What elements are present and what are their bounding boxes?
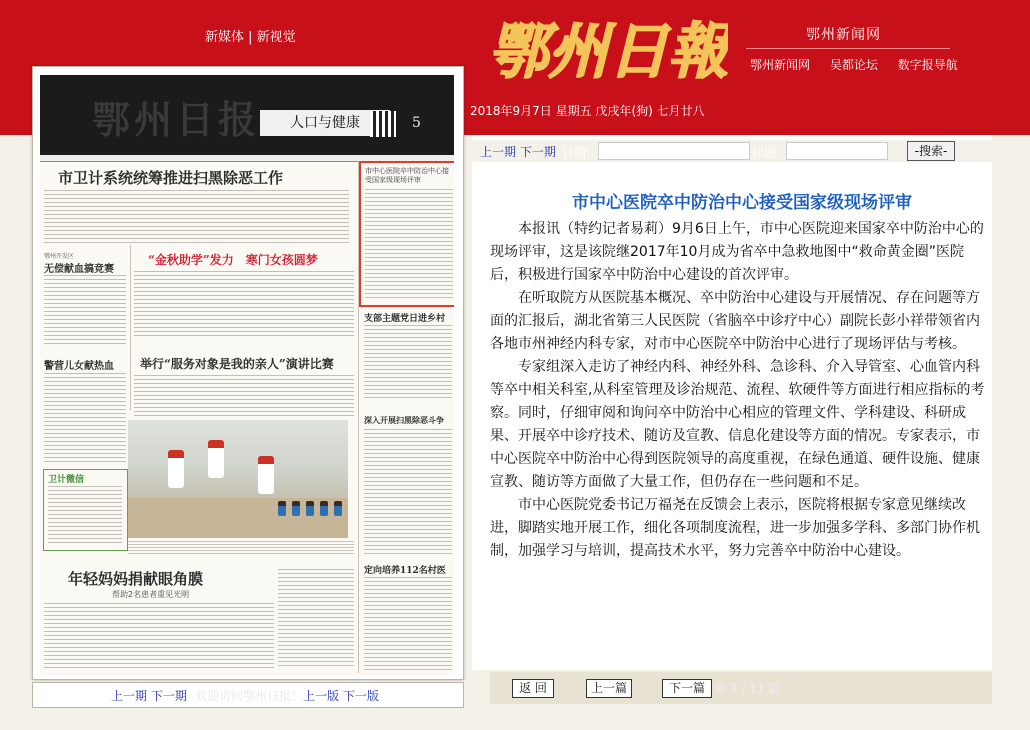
photo-figure (208, 440, 224, 478)
photo-caption (128, 541, 354, 555)
article-count: 第 7 / 11 篇 (714, 682, 781, 696)
article-block-dingcheng (364, 577, 452, 671)
photo-child (292, 501, 300, 516)
article-block-bottom (278, 569, 354, 669)
photo-figure (258, 456, 274, 494)
masthead-logo: 鄂州日报 (92, 97, 261, 142)
headline-dingcheng[interactable]: 定向培养112名村医 (364, 566, 446, 576)
article-footer (490, 672, 992, 704)
photo-child (306, 501, 314, 516)
article-block-zhibu (364, 325, 452, 401)
subheadline-mother: 帮助2名患者重见光明 (112, 590, 190, 599)
article-paragraph: 市中心医院党委书记万福尧在反馈会上表示，医院将根据专家意见继续改进，脚踏实地开展工作，细化各项制度流程，进一步加强多学科、多部门协作机制，加强学习与培训，提高技术水平，努力完善卒中防治中心建设。 (490, 497, 980, 559)
wechat-column-title: 卫计微信 (48, 475, 85, 485)
photo-child (320, 501, 328, 516)
headline-main[interactable]: 市卫计系统统筹推进扫黑除恶工作 (58, 169, 284, 187)
article-paragraph: 专家组深入走访了神经内科、神经外科、急诊科、介入导管室、心血管内科等卒中相关科室,从科室管理及诊治规范、流程、软硬件等方面进行相应指标的考察。同时，仔细审阅和询问卒中防治中心相应的管理文件、学科建设、科研成果、开展卒中诊疗技术、随访及宣教、信息化建设等方面的情况。专家表示，市中心医院卒中防治中心得到医院领导的高度重视，在绿色通道、硬件设施、健康宣教、随访等方面做了大量工作，但仍存在一些问题和不足。 (490, 359, 985, 490)
prev-next-version-link[interactable]: 上一版 下一版 (303, 689, 379, 703)
article-block-service (134, 375, 354, 417)
date-input[interactable] (598, 142, 750, 160)
site-link-forum[interactable]: 吴都论坛 (829, 58, 878, 72)
wechat-column-text (48, 486, 122, 544)
site-link-news[interactable]: 鄂州新闻网 (750, 58, 811, 72)
news-photo[interactable] (128, 420, 348, 538)
ezhou-daily-logo (488, 6, 728, 90)
next-article-button[interactable]: 下一篇 (662, 679, 712, 698)
photo-figure (168, 450, 184, 488)
article-title: 市中心医院卒中防治中心接受国家级现场评审 (572, 193, 912, 213)
headline-jinqiu[interactable]: “金秋助学”发力 寒门女孩圆梦 (148, 253, 318, 267)
headline-mother[interactable]: 年轻妈妈捐献眼角膜 (68, 570, 204, 588)
article-block-main (44, 190, 349, 246)
article-block-jinqiu (134, 271, 354, 339)
article-block-shenru (364, 429, 452, 555)
welcome-text: 欢迎访问鄂州日报！ (195, 689, 304, 703)
headline-jingcha[interactable]: 警营儿女献热血 (44, 361, 114, 372)
qr-code-icon (370, 111, 396, 137)
newspaper-page-image[interactable] (40, 75, 454, 675)
page-number: 5 (412, 115, 421, 131)
prev-next-issue-link[interactable]: 上一期 下一期 (480, 145, 556, 159)
article-block-jingcha (44, 373, 126, 465)
search-bar (472, 140, 992, 162)
photo-floor (128, 498, 348, 538)
page-masthead (40, 75, 454, 155)
site-name[interactable]: 鄂州新闻网 (806, 27, 881, 43)
article-paragraph: 在听取院方从医院基本概况、卒中防治中心建设与开展情况、存在问题等方面的汇报后，湖北省第三人民医院（省脑卒中诊疗中心）副院长彭小祥带领省内各地市州神经内科专家，对市中心医院卒中防治中心进行了现场评估与考核。 (490, 290, 980, 352)
issue-date: 2018年9月7日 星期五 戊戌年(狗) 七月廿八 (470, 104, 705, 118)
date-label: 日期: (562, 146, 591, 160)
svg-text:鄂州日報: 鄂州日報 (488, 17, 728, 87)
column-divider (130, 245, 131, 410)
article-body (490, 218, 986, 563)
new-media-links[interactable]: 新媒体 | 新视觉 (205, 30, 296, 45)
photo-child (278, 501, 286, 516)
article-paragraph: 本报讯（特约记者易莉）9月6日上午，市中心医院迎来国家卒中防治中心的现场评审，这是该院继2017年10月成为省卒中急救地图中“救命黄金圈”医院后，积极进行国家卒中防治中心建设的首次评审。 (490, 221, 984, 283)
headline-zhongxin: 市中心医院卒中防治中心接受国家级现场评审 (365, 167, 449, 184)
headline-zhibu[interactable]: 支部主题党日进乡村 (364, 314, 446, 324)
site-link-nav[interactable]: 数字报导航 (897, 58, 958, 72)
photo-child (334, 501, 342, 516)
search-button[interactable]: -搜索- (907, 141, 955, 161)
headline-shenru[interactable]: 深入开展扫黑除恶斗争 (364, 415, 444, 425)
headline-service[interactable]: 举行“服务对象是我的亲人”演讲比赛 (140, 357, 334, 371)
masthead-section-title: 人口与健康 (260, 110, 390, 136)
back-button[interactable]: 返 回 (512, 679, 554, 698)
article-block-mother (44, 603, 274, 669)
prev-article-button[interactable]: 上一篇 (586, 679, 632, 698)
title-input[interactable] (786, 142, 888, 160)
title-label: 标题: (752, 146, 781, 160)
prev-next-issue-link[interactable]: 上一期 下一期 (111, 689, 187, 703)
article-block-kaifa (44, 275, 126, 345)
paper-nav-bar (32, 682, 464, 708)
wechat-column-box[interactable] (43, 469, 128, 551)
label-kaifa: 鄂州开发区 (44, 253, 75, 260)
headline-kaifa[interactable]: 无偿献血搞竞赛 (44, 264, 114, 275)
article-block-zhongxin (365, 189, 453, 299)
site-links (750, 56, 968, 73)
selected-article-highlight[interactable] (359, 161, 454, 307)
site-divider (746, 48, 950, 49)
